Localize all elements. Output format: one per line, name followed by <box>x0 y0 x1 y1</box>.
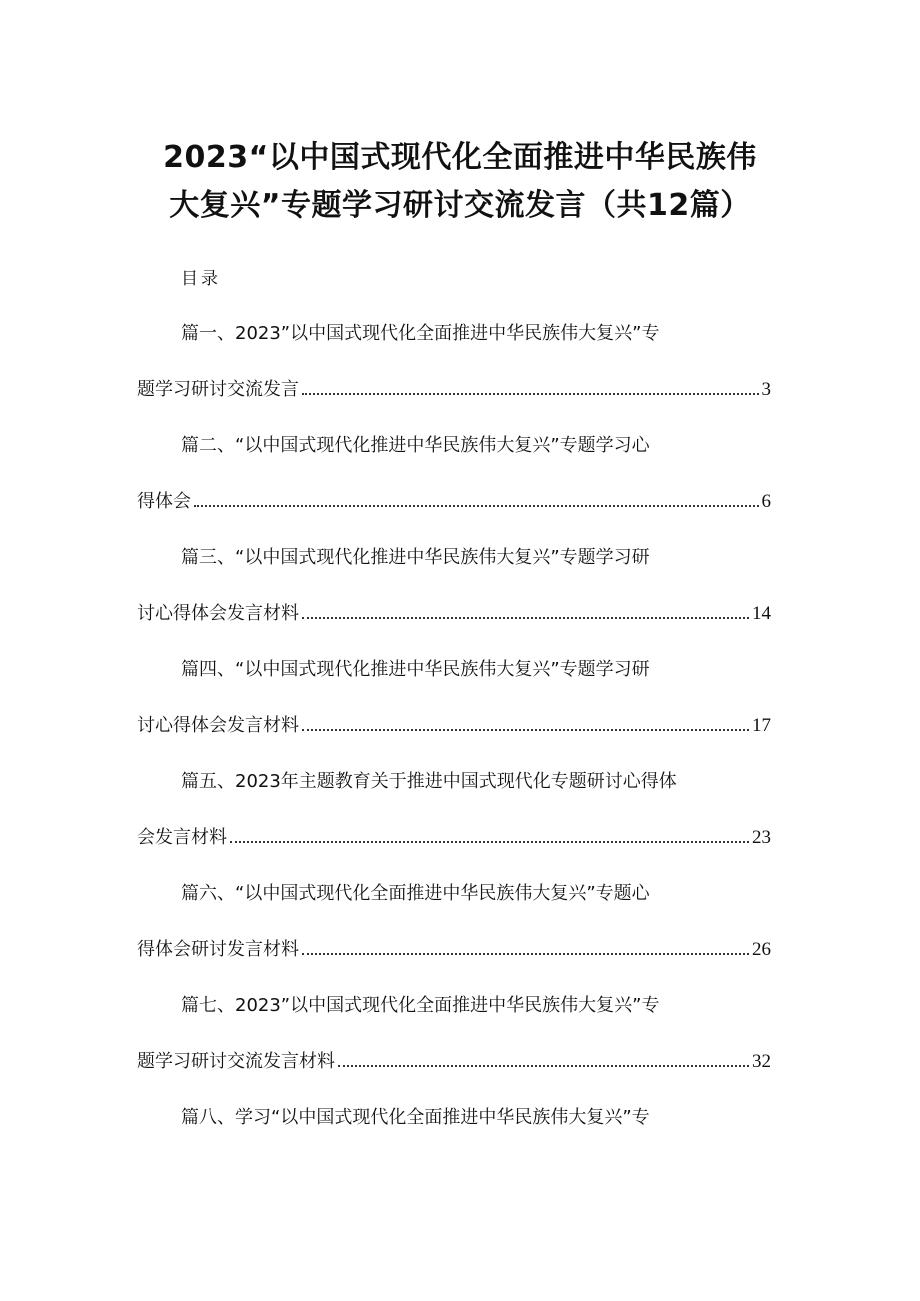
toc-page-number: 3 <box>761 379 771 400</box>
toc-entry-text: 会发言材料 <box>137 827 227 848</box>
toc-entry-text: 题学习研讨交流发言材料 <box>137 1051 335 1072</box>
toc-page-number: 14 <box>752 603 771 624</box>
dot-leader <box>302 728 749 731</box>
document-title-line-2: 大复兴”专题学习研讨交流发言（共12篇） <box>169 188 751 223</box>
toc-heading: 目录 <box>181 269 221 289</box>
toc-entry-5-title[interactable]: 篇五、2023年主题教育关于推进中国式现代化专题研讨心得体 <box>181 771 677 792</box>
toc-page-number: 23 <box>752 827 771 848</box>
dot-leader <box>230 840 749 843</box>
toc-entry-text: 题学习研讨交流发言 <box>137 379 299 400</box>
toc-page-number: 32 <box>752 1051 771 1072</box>
toc-entry-6-continuation[interactable] <box>137 936 771 964</box>
toc-entry-text: 得体会研讨发言材料 <box>137 939 299 960</box>
toc-entry-text: 讨心得体会发言材料 <box>137 603 299 624</box>
toc-entry-4-title[interactable]: 篇四、“以中国式现代化推进中华民族伟大复兴”专题学习研 <box>181 659 650 680</box>
toc-page-number: 6 <box>761 491 771 512</box>
toc-entry-text: 讨心得体会发言材料 <box>137 715 299 736</box>
toc-entry-8-title[interactable]: 篇八、学习“以中国式现代化全面推进中华民族伟大复兴”专 <box>181 1107 650 1128</box>
toc-entry-1-title[interactable]: 篇一、2023”以中国式现代化全面推进中华民族伟大复兴”专 <box>181 323 660 344</box>
toc-entry-1-continuation[interactable] <box>137 376 771 404</box>
document-title-line-1: 2023“以中国式现代化全面推进中华民族伟 <box>163 140 757 175</box>
dot-leader <box>194 504 759 507</box>
toc-entry-text: 得体会 <box>137 491 191 512</box>
toc-page-number: 17 <box>752 715 771 736</box>
toc-entry-7-continuation[interactable] <box>137 1048 771 1076</box>
toc-entry-7-title[interactable]: 篇七、2023”以中国式现代化全面推进中华民族伟大复兴”专 <box>181 995 660 1016</box>
toc-entry-3-title[interactable]: 篇三、“以中国式现代化推进中华民族伟大复兴”专题学习研 <box>181 547 650 568</box>
toc-entry-2-continuation[interactable] <box>137 488 771 516</box>
toc-entry-6-title[interactable]: 篇六、“以中国式现代化全面推进中华民族伟大复兴”专题心 <box>181 883 650 904</box>
dot-leader <box>302 616 749 619</box>
dot-leader <box>302 392 759 395</box>
toc-page-number: 26 <box>752 939 771 960</box>
dot-leader <box>338 1064 749 1067</box>
toc-entry-4-continuation[interactable] <box>137 712 771 740</box>
toc-entry-5-continuation[interactable] <box>137 824 771 852</box>
dot-leader <box>302 952 749 955</box>
toc-entry-3-continuation[interactable] <box>137 600 771 628</box>
toc-entry-2-title[interactable]: 篇二、“以中国式现代化推进中华民族伟大复兴”专题学习心 <box>181 435 650 456</box>
